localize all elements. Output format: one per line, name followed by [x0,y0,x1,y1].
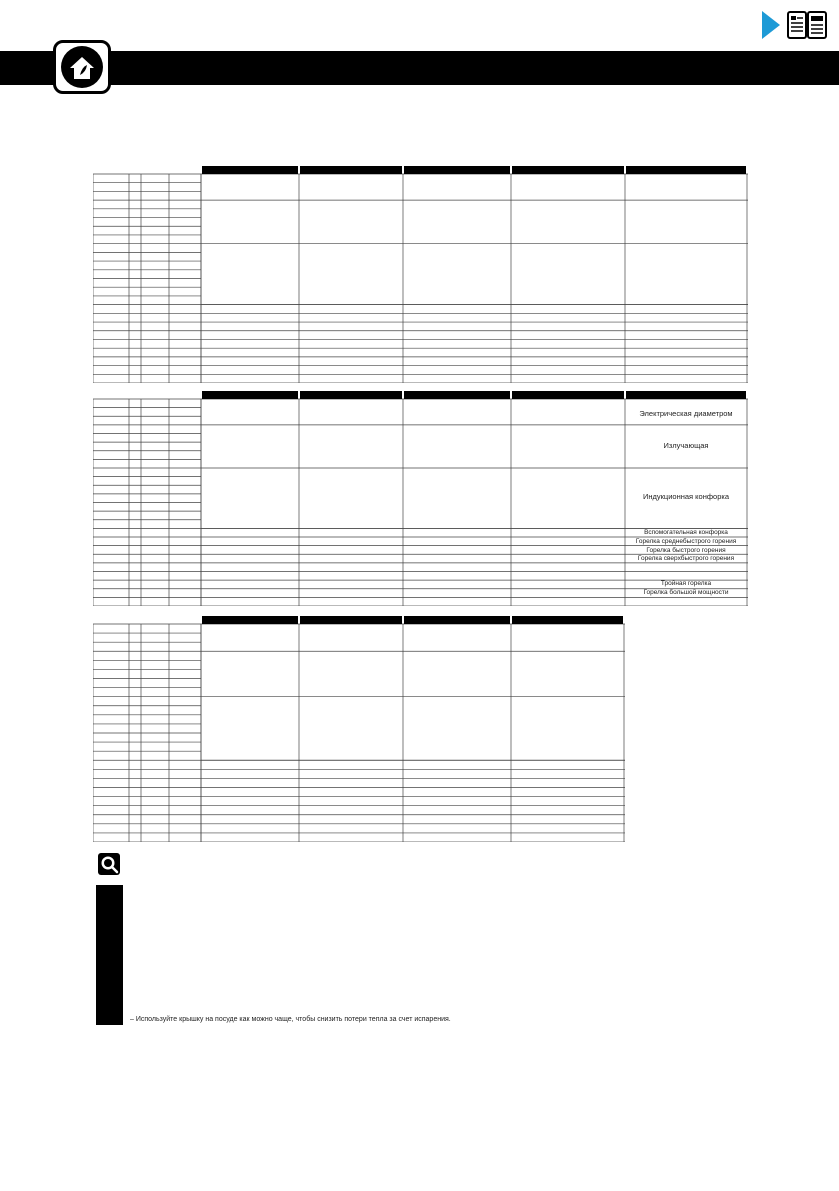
side-label-electric: Электрическая диаметром [639,409,733,418]
home-leaf-icon [53,40,111,94]
side-label-triple: Тройная горелка [660,580,712,587]
header-cell [202,391,298,399]
header-cell [512,166,624,174]
header-bar [0,51,839,85]
header-cell [300,616,402,624]
side-label-induction: Индукционная конфорка [642,492,729,501]
triangle-right-icon[interactable] [762,11,780,39]
header-cell [626,166,746,174]
side-label-rapid: Горелка быстрого горения [646,547,726,554]
header-cell [512,391,624,399]
table-grid [93,166,748,383]
side-label-semirapid: Горелка среднебыстрого горения [635,538,737,545]
side-label-high-power: Горелка большой мощности [643,589,729,596]
header-cell [626,391,746,399]
tips-sidebar [96,885,123,1025]
energy-table-3 [93,616,625,842]
energy-table-1 [93,166,748,383]
tip-text: – Используйте крышку на посуде как можно чаще, чтобы снизить потери тепла за счет испарения. [130,1016,451,1023]
magnifier-icon [98,853,120,875]
header-cell [300,391,402,399]
header-cell [404,616,510,624]
side-label-ultrarapid: Горелка сверхбыстрого горения [637,555,735,562]
header-cell [404,166,510,174]
table-grid [93,616,625,842]
side-label-radiant: Излучающая [663,441,709,450]
header-cell [404,391,510,399]
header-cell [512,616,623,624]
side-label-auxiliary: Вспомогательная конфорка [644,529,728,536]
header-cell [202,166,298,174]
header-cell [300,166,402,174]
manual-book-icon [787,11,827,39]
header-cell [202,616,298,624]
